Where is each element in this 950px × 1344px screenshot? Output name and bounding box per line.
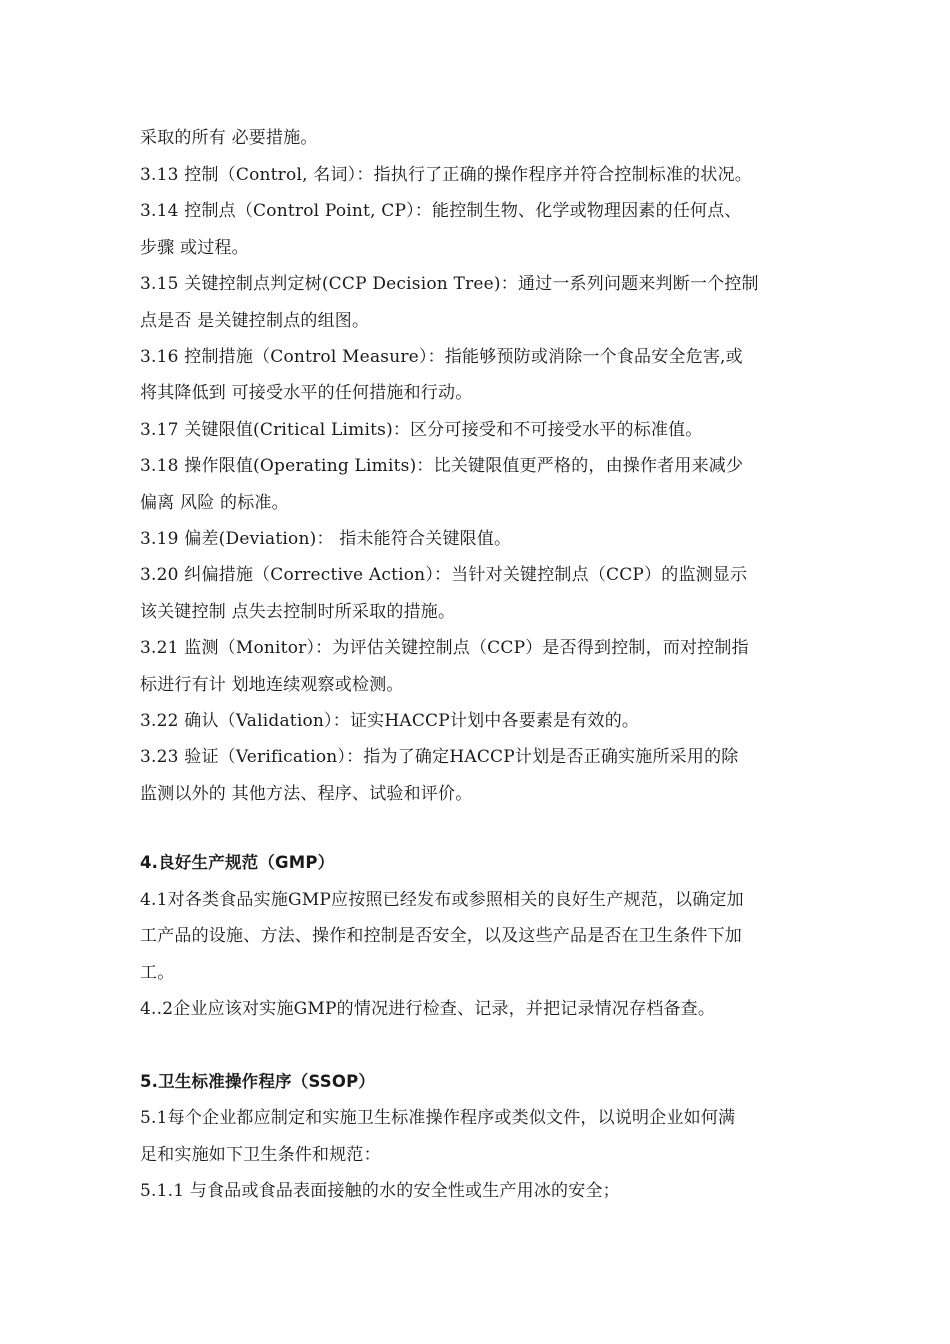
section-heading-ssop: 5.卫生标准操作程序（SSOP） (140, 1072, 376, 1091)
text-line: 3.16 控制措施（Control Measure）：指能够预防或消除一个食品安全危害,或 (140, 347, 743, 367)
text-line: 3.21 监测（Monitor）：为评估关键控制点（CCP）是否得到控制，而对控制指 (140, 638, 749, 658)
text-line: 点是否 是关键控制点的组图。 (140, 311, 370, 331)
text-line: 工。 (140, 963, 175, 983)
text-line: 工产品的设施、方法、操作和控制是否安全，以及这些产品是否在卫生条件下加 (140, 926, 742, 946)
text-line: 3.14 控制点（Control Point, CP）：能控制生物、化学或物理因素的任何点、 (140, 201, 742, 221)
text-line: 3.20 纠偏措施（Corrective Action）：当针对关键控制点（CCP）的监测显示 (140, 565, 748, 585)
text-line: 标进行有计 划地连续观察或检测。 (140, 675, 404, 695)
text-line: 5.1每个企业都应制定和实施卫生标准操作程序或类似文件，以说明企业如何满 (140, 1108, 736, 1128)
text-line: 偏离 风险 的标准。 (140, 493, 289, 513)
text-line: 3.22 确认（Validation）：证实HACCP计划中各要素是有效的。 (140, 711, 640, 731)
text-line: 采取的所有 必要措施。 (140, 128, 318, 148)
text-line: 3.18 操作限值(Operating Limits)：比关键限值更严格的，由操作者用来减少 (140, 456, 744, 476)
text-line: 3.19 偏差(Deviation)： 指未能符合关键限值。 (140, 529, 512, 549)
text-line: 监测以外的 其他方法、程序、试验和评价。 (140, 784, 473, 804)
text-line: 该关键控制 点失去控制时所采取的措施。 (140, 602, 456, 622)
text-line: 步骤 或过程。 (140, 238, 249, 258)
text-line: 4.1对各类食品实施GMP应按照已经发布或参照相关的良好生产规范，以确定加 (140, 890, 744, 910)
text-line: 足和实施如下卫生条件和规范： (140, 1145, 381, 1165)
text-line: 3.15 关键控制点判定树(CCP Decision Tree)：通过一系列问题来判断一个控制 (140, 274, 759, 294)
text-line: 3.13 控制（Control, 名词）：指执行了正确的操作程序并符合控制标准的状况。 (140, 165, 752, 185)
text-line: 3.23 验证（Verification）：指为了确定HACCP计划是否正确实施所采用的除 (140, 747, 739, 767)
section-heading-gmp: 4.良好生产规范（GMP） (140, 853, 335, 872)
text-line: 3.17 关键限值(Critical Limits)：区分可接受和不可接受水平的标准值。 (140, 420, 703, 440)
text-line: 4..2企业应该对实施GMP的情况进行检查、记录，并把记录情况存档备查。 (140, 999, 716, 1019)
text-line: 将其降低到 可接受水平的任何措施和行动。 (140, 383, 473, 403)
text-line: 5.1.1 与食品或食品表面接触的水的安全性或生产用冰的安全； (140, 1181, 620, 1201)
